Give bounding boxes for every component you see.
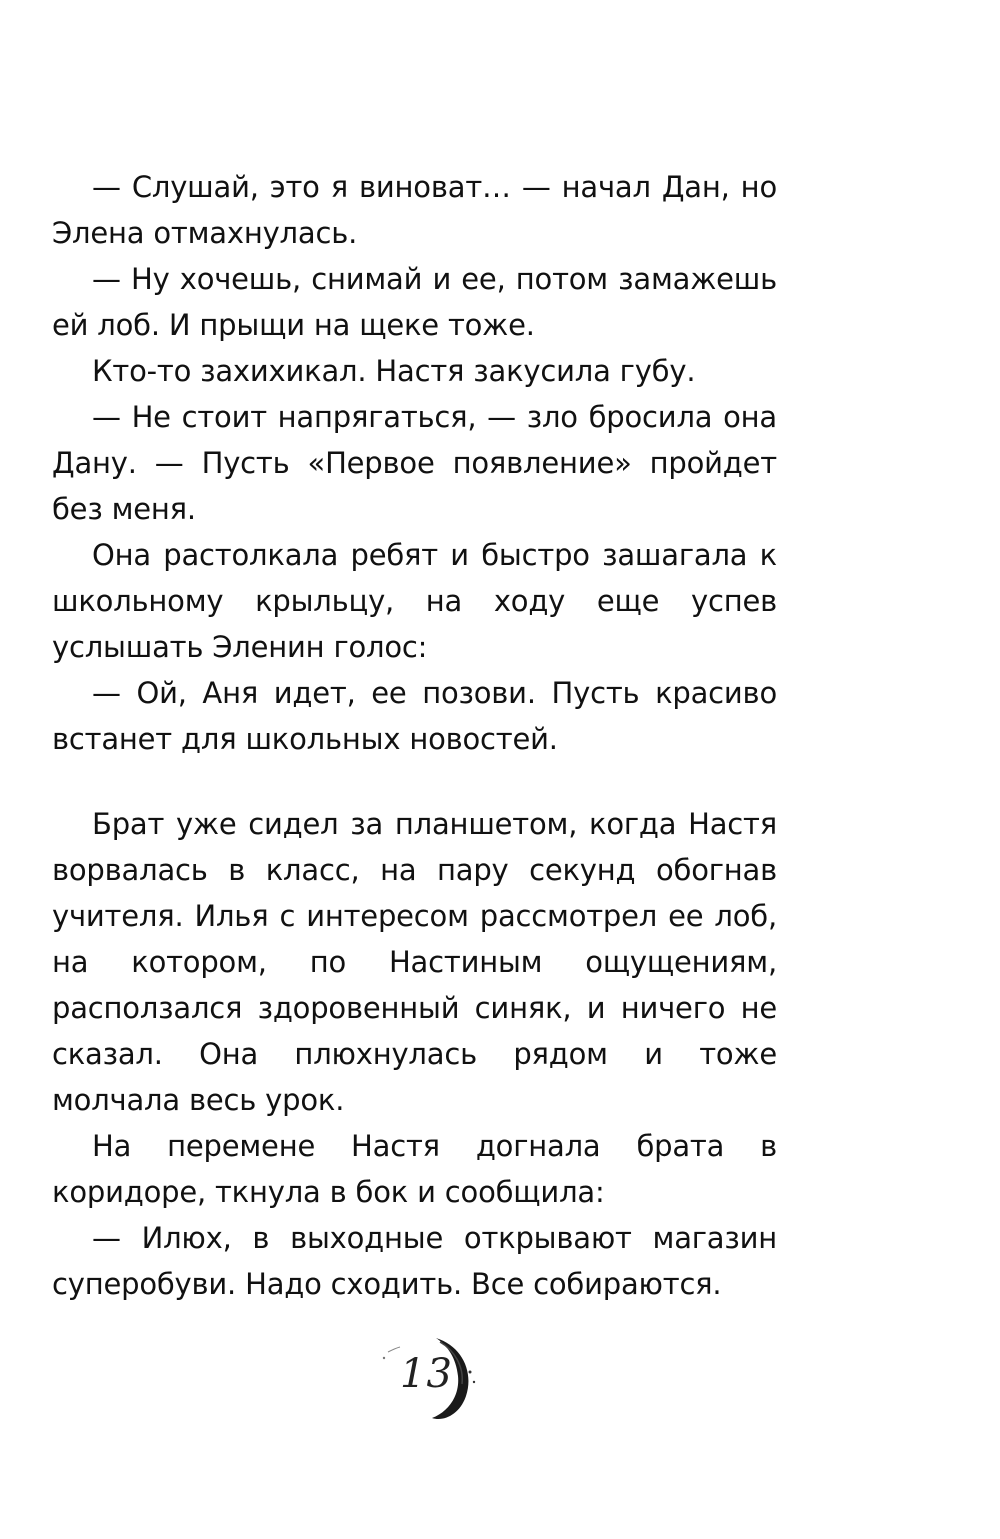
- paragraph: — Слушай, это я виноват… — начал Дан, но Элена отмахнулась.: [52, 170, 777, 250]
- page-number-ornament: [370, 1322, 490, 1432]
- paragraph: Она растолкала ребят и быстро зашагала к школьному крыльцу, на ходу еще успев услышать Эленин голос:: [52, 538, 777, 664]
- paragraph: Кто-то захихикал. Настя закусила губу.: [92, 354, 696, 388]
- paragraph: Брат уже сидел за планшетом, когда Настя ворвалась в класс, на пару секунд обогнав учителя. Илья с интересом рассмотрел ее лоб, на котором, по Настиным ощущениям, расползался здоровенный синяк, и ничего не сказал. Она плюхнулась рядом и тоже молчала весь урок.: [52, 807, 777, 1117]
- paragraph: — Илюх, в выходные открывают магазин суперобуви. Надо сходить. Все собираются.: [52, 1221, 777, 1301]
- page-number: 13: [400, 1351, 453, 1397]
- paragraph: — Ну хочешь, снимай и ее, потом замажешь ей лоб. И прыщи на щеке тоже.: [52, 262, 777, 342]
- paragraph: — Ой, Аня идет, ее позови. Пусть красиво встанет для школьных новостей.: [52, 676, 777, 756]
- paragraph: На перемене Настя догнала брата в коридоре, ткнула в бок и сообщила:: [52, 1129, 777, 1209]
- text-section-1: [52, 164, 777, 762]
- text-section-2: [52, 801, 777, 1307]
- paragraph: — Не стоит напрягаться, — зло бросила она Дану. — Пусть «Первое появление» пройдет без меня.: [52, 400, 777, 526]
